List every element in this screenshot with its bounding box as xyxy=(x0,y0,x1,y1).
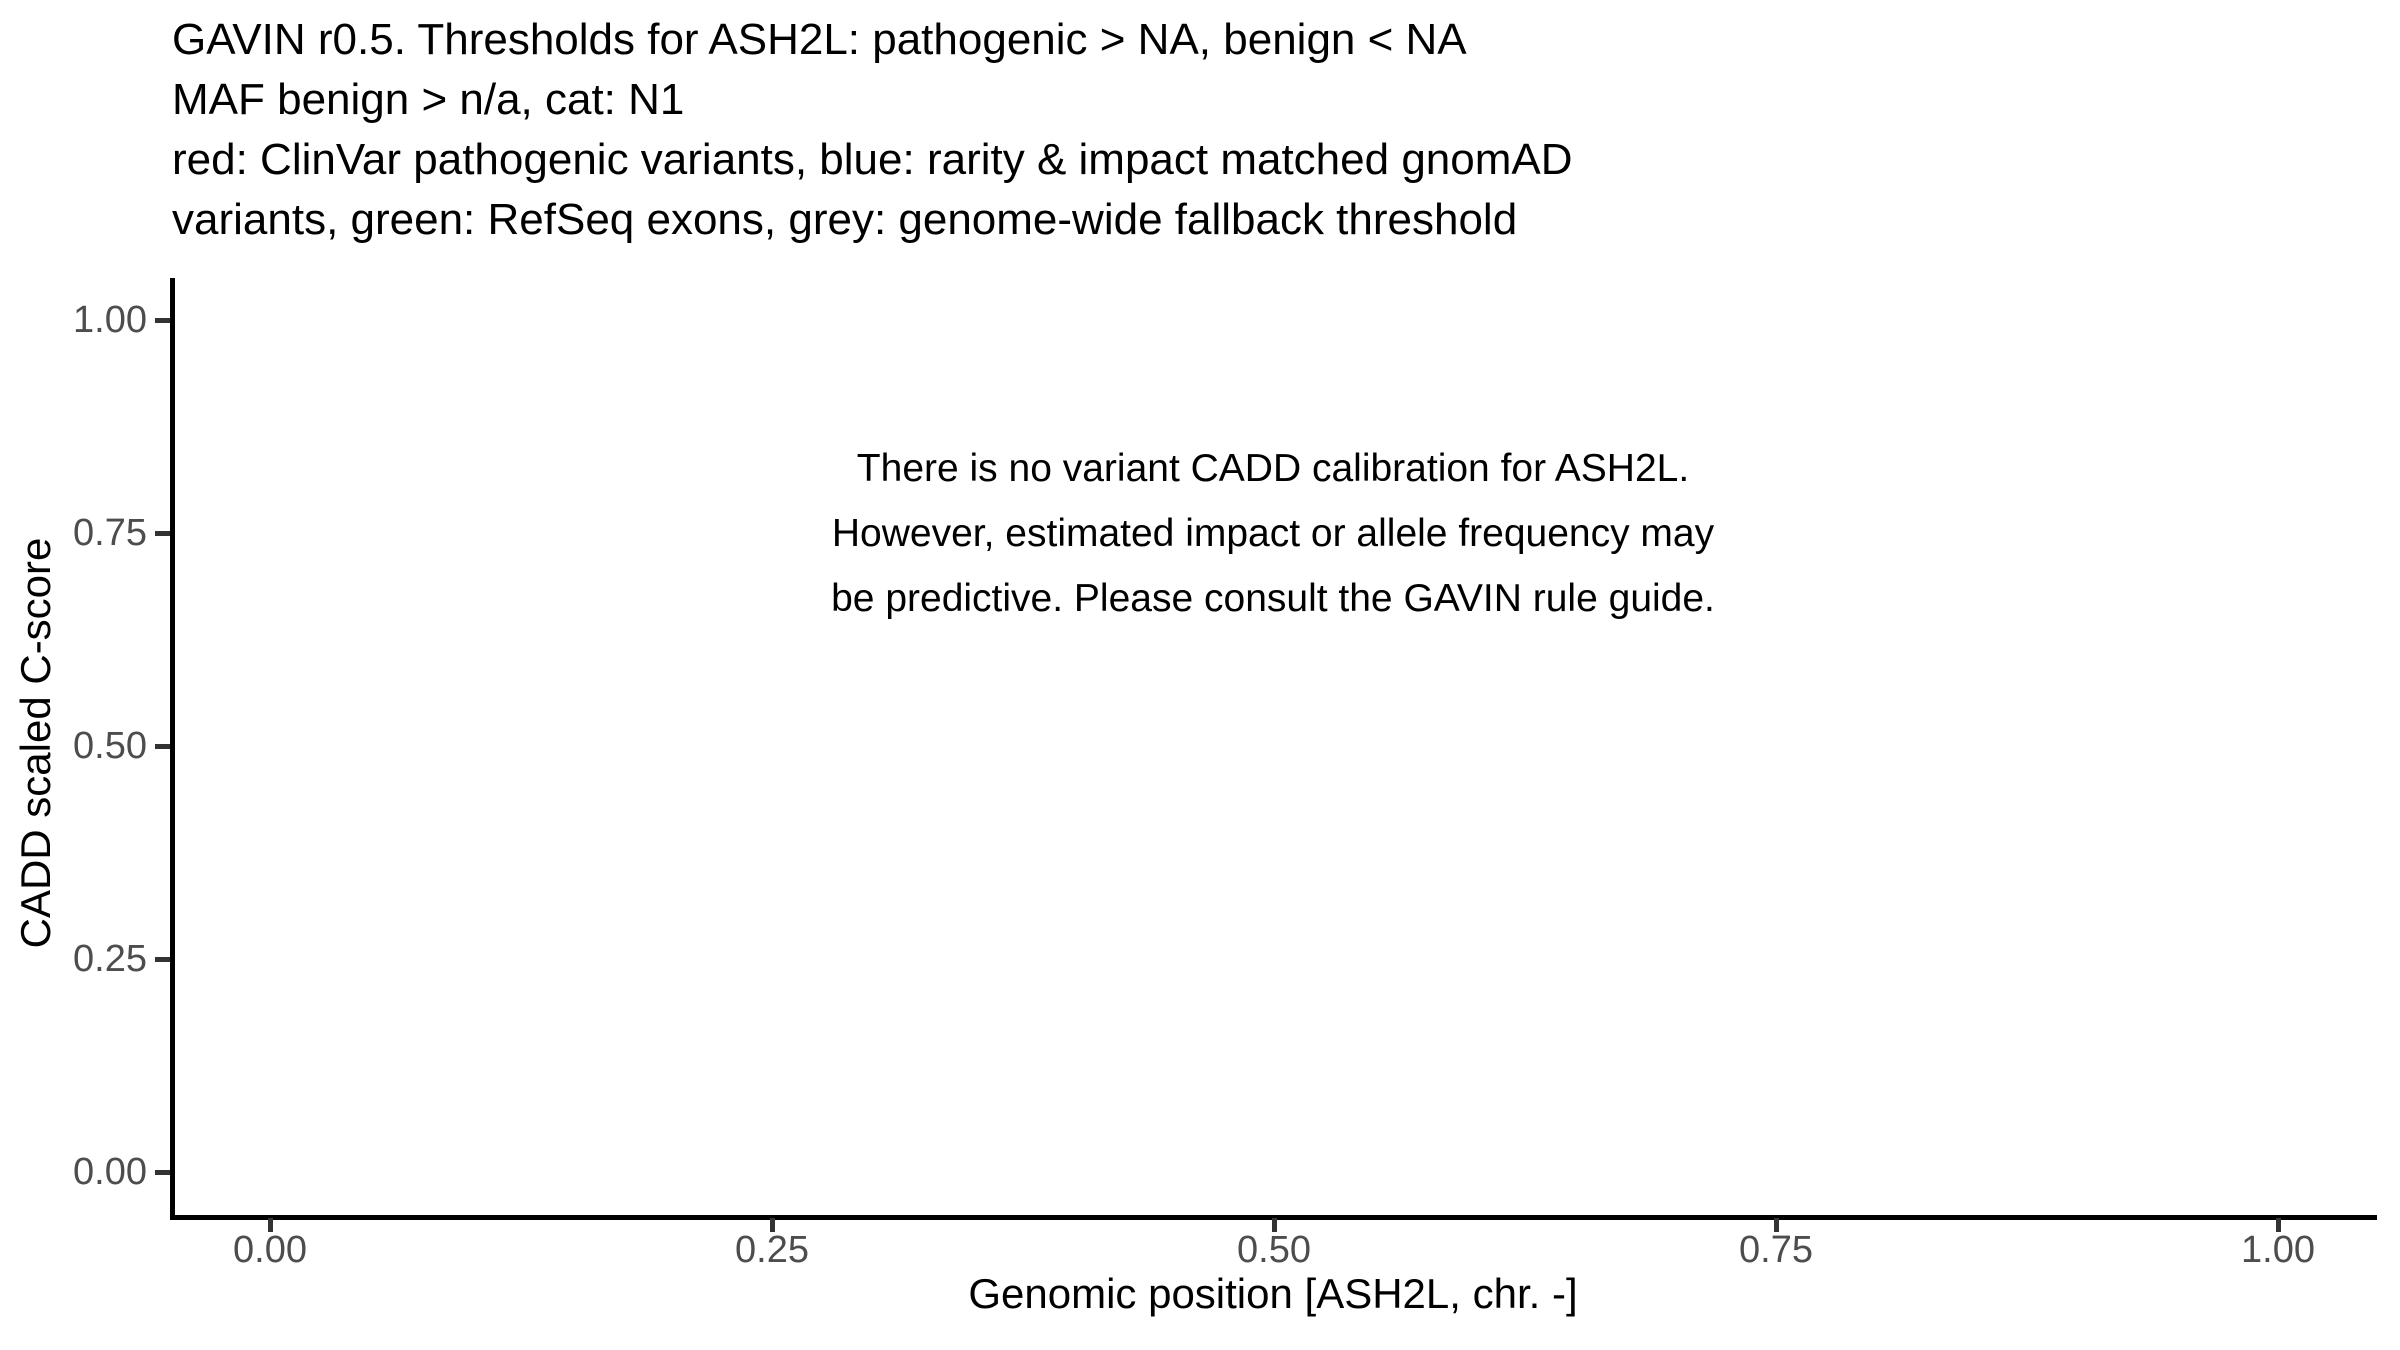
y-tick-mark-0.00 xyxy=(155,1170,170,1175)
y-tick-label-3: 0.25 xyxy=(73,938,147,980)
y-tick-label-1: 0.75 xyxy=(73,512,147,554)
panel-annotation-line-1: There is no variant CADD calibration for ASH2L. xyxy=(856,447,1690,490)
x-tick-label-2: 0.50 xyxy=(1237,1229,1311,1271)
x-tick-label-1: 0.25 xyxy=(735,1229,809,1271)
y-tick-mark-0.25 xyxy=(155,957,170,962)
plot-panel xyxy=(170,278,2377,1220)
panel-annotation-line-2: However, estimated impact or allele frequency may xyxy=(831,512,1715,555)
x-tick-label-3: 0.75 xyxy=(1739,1229,1813,1271)
y-axis-title: CADD scaled C-score xyxy=(12,537,59,949)
chart-title-line-1: GAVIN r0.5. Thresholds for ASH2L: pathogenic > NA, benign < NA xyxy=(172,15,1467,64)
chart-title-line-4: variants, green: RefSeq exons, grey: genome-wide fallback threshold xyxy=(172,195,1518,244)
panel-annotation xyxy=(831,436,1715,631)
y-tick-mark-0.50 xyxy=(155,744,170,749)
y-tick-label-4: 0.00 xyxy=(73,1151,147,1193)
x-tick-label-0: 0.00 xyxy=(233,1229,307,1271)
panel-annotation-line-3: be predictive. Please consult the GAVIN rule guide. xyxy=(831,577,1715,620)
y-tick-mark-1.00 xyxy=(155,318,170,323)
x-tick-label-4: 1.00 xyxy=(2241,1229,2315,1271)
x-axis-title: Genomic position [ASH2L, chr. -] xyxy=(968,1270,1578,1317)
chart-title-line-3: red: ClinVar pathogenic variants, blue: rarity & impact matched gnomAD xyxy=(172,135,1573,184)
chart-title xyxy=(172,10,1573,250)
chart-title-line-2: MAF benign > n/a, cat: N1 xyxy=(172,75,685,124)
y-tick-label-0: 1.00 xyxy=(73,299,147,341)
y-tick-mark-0.75 xyxy=(155,531,170,536)
y-tick-label-2: 0.50 xyxy=(73,725,147,767)
